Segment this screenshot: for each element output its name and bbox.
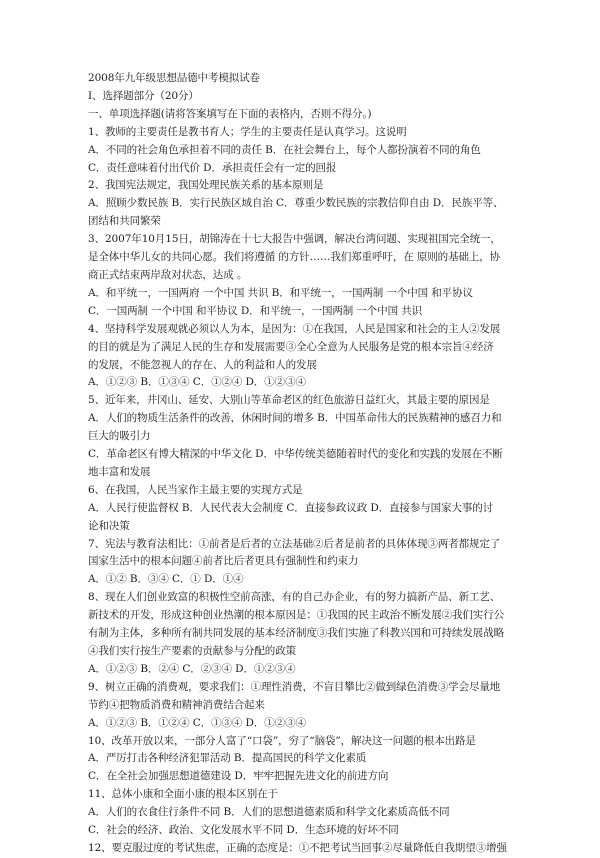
question-6-options: A．人民行使监督权 B．人民代表大会制度 C．直接参政议政 D．直接参与国家大事的讨 <box>88 501 494 514</box>
exam-content <box>88 70 528 858</box>
question-5-options: 地丰富和发展 <box>88 465 151 478</box>
question-8-stem: 新技术的开发，形成这种创业热潮的根本原因是：①我国的民主政治不断发展②我们实行公 <box>88 609 504 622</box>
question-9-stem: 9、树立正确的消费观，要求我们：①理性消费，不盲目攀比②做到绿色消费③学会尽量地 <box>88 680 501 693</box>
question-8-options: A．①②③ B．②④ C．②③④ D．①②③④ <box>88 662 296 675</box>
question-7-stem: 国家生活中的根本问题④前者比后者更具有强制性和约束力 <box>88 555 359 568</box>
question-4-stem: 4、坚持科学发展观就必须以人为本，是因为：①在我国，人民是国家和社会的主人②发展 <box>88 322 501 335</box>
section-heading: Ⅰ、选择题部分（20分） <box>88 89 199 102</box>
question-2-options: 团结和共同繁荣 <box>88 215 161 228</box>
question-4-stem: 的发展，不能忽视人的存在、人的利益和人的发展 <box>88 358 317 371</box>
question-3-stem: 商正式结束两岸敌对状态，达成 。 <box>88 268 248 281</box>
question-3-options: C．一国两制 一个中国 和平协议 D．和平统一，一国两制 一个中国 共识 <box>88 304 423 317</box>
question-1-options: C．责任意味着付出代价 D．承担责任会有一定的回报 <box>88 161 337 174</box>
question-10-stem: 10、改革开放以来，一部分人富了“口袋”，穷了“脑袋”，解决这一问题的根本出路是 <box>88 734 476 747</box>
question-3-stem: 是全体中华儿女的共同心愿。我们将遵循 的方针……我们郑重呼吁，在 原则的基础上，协 <box>88 251 501 264</box>
question-6-stem: 6、在我国，人民当家作主最主要的实现方式是 <box>88 483 303 496</box>
question-11-stem: 11、总体小康和全面小康的根本区别在于 <box>88 788 278 801</box>
question-5-options: 巨大的吸引力 <box>88 430 151 443</box>
question-10-options: A．严厉打击各种经济犯罪活动 B．提高国民的科学文化素质 <box>88 752 367 765</box>
question-5-options: A．人们的物质生活条件的改善，休闲时间的增多 B．中国革命伟大的民族精神的感召力和 <box>88 412 502 425</box>
question-5-options: C．革命老区有博大精深的中华文化 D．中华传统美德随着时代的变化和实践的发展在不断 <box>88 448 503 461</box>
question-9-options: A．①②③ B．①②④ C．①③④ D．①②③④ <box>88 716 306 729</box>
question-9-stem: 节约④把物质消费和精神消费结合起来 <box>88 698 265 711</box>
question-1-options: A．不同的社会角色承担着不同的责任 B．在社会舞台上，每个人都扮演着不同的角色 <box>88 143 481 156</box>
question-4-stem: 的目的就是为了满足人民的生存和发展需要③全心全意为人民服务是党的根本宗旨④经济 <box>88 340 494 353</box>
question-8-stem: 8、现在人们创业致富的积极性空前高涨，有的自己办企业，有的努力搞新产品、新工艺、 <box>88 591 501 604</box>
question-7-options: A．①② B．③④ C．① D．①④ <box>88 573 244 586</box>
question-10-options: C．在全社会加强思想道德建设 D．牢牢把握先进文化的前进方向 <box>88 770 389 783</box>
question-1-stem: 1、教师的主要责任是教书育人；学生的主要责任是认真学习。这说明 <box>88 125 407 138</box>
question-11-options: C．社会的经济、政治、文化发展水平不同 D．生态环境的好坏不同 <box>88 824 399 837</box>
section-instruction: 一、单项选择题(请将答案填写在下面的表格内，否则不得分。) <box>88 107 372 120</box>
question-3-stem: 3、2007年10月15日，胡锦涛在十七大报告中强调，解决台湾问题、实现祖国完全统一， <box>88 233 501 246</box>
question-2-stem: 2、我国宪法规定，我国处理民族关系的基本原则是 <box>88 179 324 192</box>
question-11-options: A．人们的衣食住行条件不同 B．人们的思想道德素质和科学文化素质高低不同 <box>88 806 450 819</box>
question-5-stem: 5、近年来，井冈山、延安、大别山等革命老区的红色旅游日益红火，其最主要的原因是 <box>88 394 490 407</box>
exam-title: 2008年九年级思想品德中考模拟试卷 <box>88 72 260 84</box>
question-3-options: A．和平统一，一国两府 一个中国 共识 B．和平统一，一国两制 一个中国 和平协议 <box>88 286 473 299</box>
question-2-options: A．照顾少数民族 B．实行民族区域自治 C．尊重少数民族的宗教信仰自由 D．民族平等、 <box>88 197 504 210</box>
question-6-options: 论和决策 <box>88 519 130 532</box>
question-4-options: A．①②③ B．①③④ C．①②④ D．①②③④ <box>88 376 306 389</box>
question-8-stem: 有制为主体，多种所有制共同发展的基本经济制度③我们实施了科教兴国和可持续发展战略 <box>88 627 504 640</box>
question-8-stem: ④我们实行按生产要素的贡献参与分配的政策 <box>88 645 296 657</box>
question-7-stem: 7、宪法与教育法相比：①前者是后者的立法基础②后者是前者的具体体现③两者都规定了 <box>88 537 501 550</box>
question-12-stem: 12、要克服过度的考试焦虑，正确的态度是：①不把考试当回事②尽量降低自我期望③增强 <box>88 841 507 854</box>
